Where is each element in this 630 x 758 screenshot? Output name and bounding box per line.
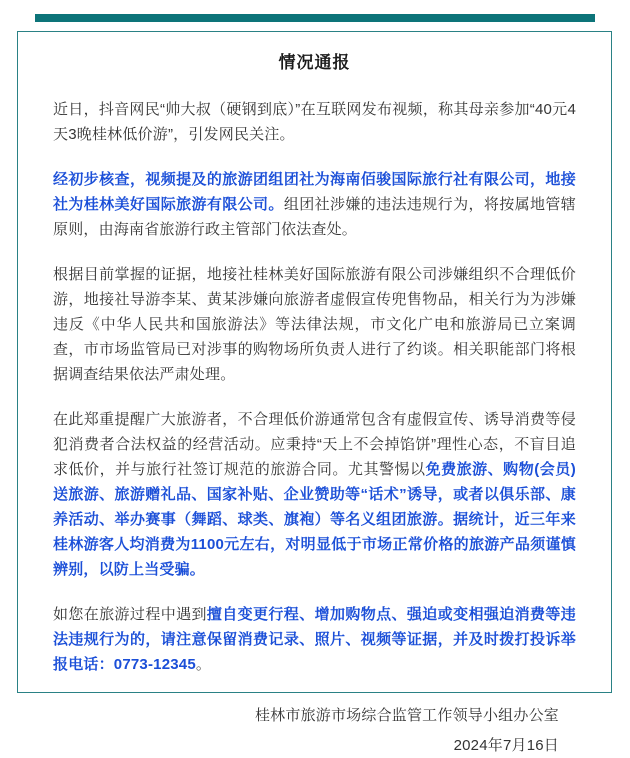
- paragraph-1: [53, 97, 576, 147]
- signature-block: [53, 703, 576, 758]
- body-text-p2-2: 组团社涉嫌的违法违规行为，将按属地管辖原则，由海南省旅游行政主管部门依法查处。: [53, 195, 576, 238]
- top-accent-rule: [35, 14, 595, 22]
- paragraph-5: [53, 602, 576, 677]
- emphasis-text-p2-1: 经初步核查，视频提及的旅游团组团社为海南佰骏国际旅行社有限公司，地接社为桂林美好国际旅游有限公司。: [53, 170, 576, 213]
- body-text-p5-3: 。: [195, 655, 212, 673]
- emphasis-text-p4-2: 免费旅游、购物(会员)送旅游、旅游赠礼品、国家补贴、企业赞助等“话术”诱导，或者以俱乐部、康养活动、举办赛事（舞蹈、球类、旗袍）等名义组团旅游。据统计，近三年来桂林游客人均消费为1100元左右，对明显低于市场正常价格的旅游产品须谨慎辨别，以防上当受骗。: [53, 460, 576, 578]
- body-text-p1-1: 近日，抖音网民“帅大叔（硬钢到底）”在互联网发布视频，称其母亲参加“40元4天3晚桂林低价游”，引发网民关注。: [53, 100, 576, 143]
- body-text-p4-1: 在此郑重提醒广大旅游者，不合理低价游通常包含有虚假宣传、诱导消费等侵犯消费者合法权益的经营活动。应秉持“天上不会掉馅饼”理性心态，不盲目追求低价，并与旅行社签订规范的旅游合同。尤其警惕以: [53, 410, 576, 478]
- paragraph-4: [53, 407, 576, 582]
- notice-card: [17, 31, 612, 754]
- paragraph-2: [53, 167, 576, 242]
- paragraph-3: [53, 262, 576, 387]
- body-text-p5-1: 如您在旅游过程中遇到: [53, 605, 207, 623]
- emphasis-text-p5-2: 擅自变更行程、增加购物点、强迫或变相强迫消费等违法违规行为的，请注意保留消费记录、照片、视频等证据，并及时拨打投诉举报电话：0773-12345: [53, 605, 576, 673]
- issue-date: 2024年7月16日: [453, 736, 559, 754]
- page-title: 情况通报: [278, 53, 351, 72]
- body-text-p3-1: 根据目前掌握的证据，地接社桂林美好国际旅游有限公司涉嫌组织不合理低价游，地接社导游李某、黄某涉嫌向旅游者虚假宣传兜售物品，相关行为为涉嫌违反《中华人民共和国旅游法》等法律法规，市文化广电和旅游局已立案调查，市市场监管局已对涉事的购物场所负责人进行了约谈。相关职能部门将根据调查结果依法严肃处理。: [53, 265, 576, 383]
- notice-body: [36, 97, 593, 758]
- issuing-organization: 桂林市旅游市场综合监管工作领导小组办公室: [254, 706, 559, 724]
